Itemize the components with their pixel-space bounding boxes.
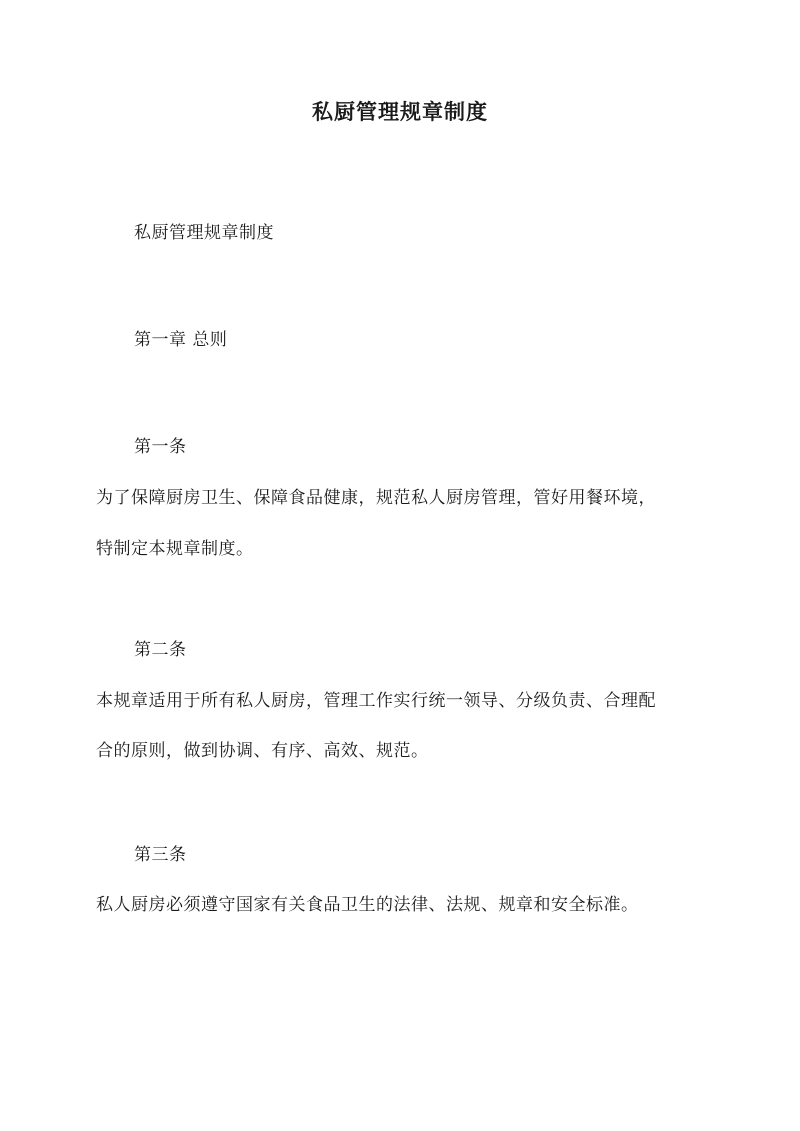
article-2-text-line-2: 合的原则，做到协调、有序、高效、规范。 xyxy=(96,741,429,761)
document-subtitle: 私厨管理规章制度 xyxy=(134,223,274,243)
chapter-heading: 第一章 总则 xyxy=(134,330,228,350)
document-title: 私厨管理规章制度 xyxy=(312,99,488,124)
article-3-text-line-1: 私人厨房必须遵守国家有关食品卫生的法律、法规、规章和安全标准。 xyxy=(96,895,639,915)
article-2-heading: 第二条 xyxy=(134,640,187,660)
article-3-heading: 第三条 xyxy=(134,845,187,865)
article-2-text-line-1: 本规章适用于所有私人厨房，管理工作实行统一领导、分级负责、合理配 xyxy=(96,691,656,711)
article-1-heading: 第一条 xyxy=(134,437,187,457)
article-1-text-line-2: 特制定本规章制度。 xyxy=(96,539,254,559)
article-1-text-line-1: 为了保障厨房卫生、保障食品健康，规范私人厨房管理，管好用餐环境， xyxy=(96,488,656,508)
